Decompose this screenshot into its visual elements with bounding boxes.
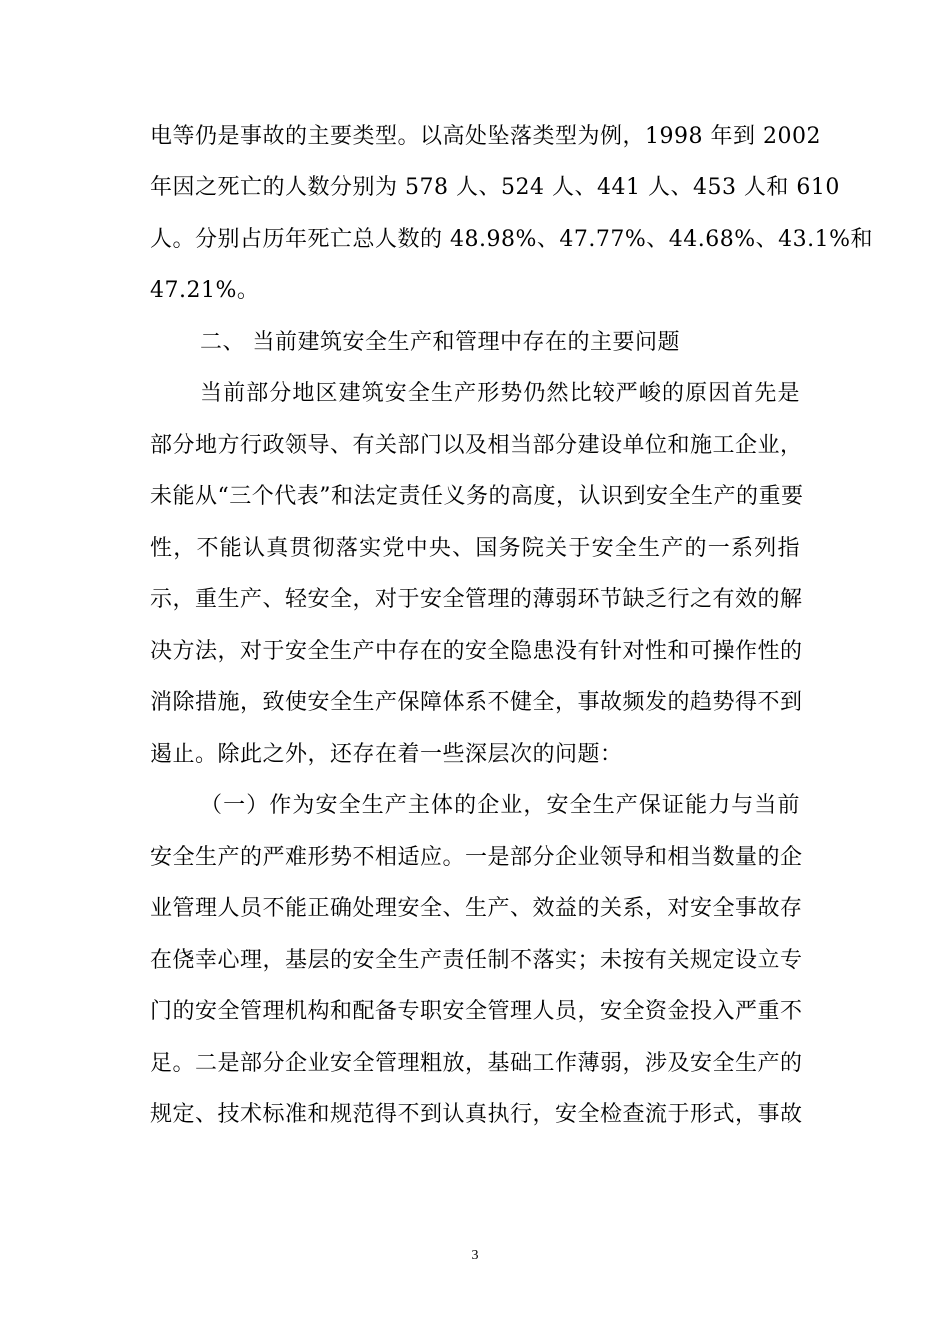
body-text-line: 决方法，对于安全生产中存在的安全隐患没有针对性和可操作性的 — [150, 639, 803, 664]
body-text-line: 电等仍是事故的主要类型。以高处坠落类型为例，1998 年到 2002 — [150, 124, 821, 149]
body-text-line: 年因之死亡的人数分别为 578 人、524 人、441 人、453 人和 610 — [150, 175, 840, 200]
page-number: 3 — [471, 1248, 479, 1263]
body-text-line: 安全生产的严难形势不相适应。一是部分企业领导和相当数量的企 — [150, 845, 803, 870]
body-text-line: 遏止。除此之外，还存在着一些深层次的问题： — [150, 742, 623, 767]
body-text-line: 门的安全管理机构和配备专职安全管理人员，安全资金投入严重不 — [150, 999, 803, 1024]
body-text-line: 消除措施，致使安全生产保障体系不健全，事故频发的趋势得不到 — [150, 690, 803, 715]
body-text-line: 在侥幸心理，基层的安全生产责任制不落实；未按有关规定设立专 — [150, 948, 803, 973]
section-heading: 二、 当前建筑安全生产和管理中存在的主要问题 — [200, 330, 680, 355]
body-text-line: 未能从“三个代表”和法定责任义务的高度，认识到安全生产的重要 — [150, 484, 804, 509]
body-text-line: 足。二是部分企业安全管理粗放，基础工作薄弱，涉及安全生产的 — [150, 1051, 803, 1076]
body-text-line: 规定、技术标准和规范得不到认真执行，安全检查流于形式，事故 — [150, 1102, 803, 1127]
body-text-line: 部分地方行政领导、有关部门以及相当部分建设单位和施工企业， — [150, 433, 803, 458]
paragraph-first-line: 当前部分地区建筑安全生产形势仍然比较严峻的原因首先是 — [200, 381, 800, 406]
body-text-line: 47.21%。 — [150, 278, 260, 303]
body-text-line: 性，不能认真贯彻落实党中央、国务院关于安全生产的一系列指 — [150, 536, 800, 561]
body-text-line: 示，重生产、轻安全，对于安全管理的薄弱环节缺乏行之有效的解 — [150, 587, 803, 612]
subsection-first-line: （一）作为安全生产主体的企业，安全生产保证能力与当前 — [200, 793, 800, 818]
body-text-line: 业管理人员不能正确处理安全、生产、效益的关系，对安全事故存 — [150, 896, 803, 921]
body-text-line: 人。分别占历年死亡总人数的 48.98%、47.77%、44.68%、43.1%和 — [150, 227, 874, 252]
